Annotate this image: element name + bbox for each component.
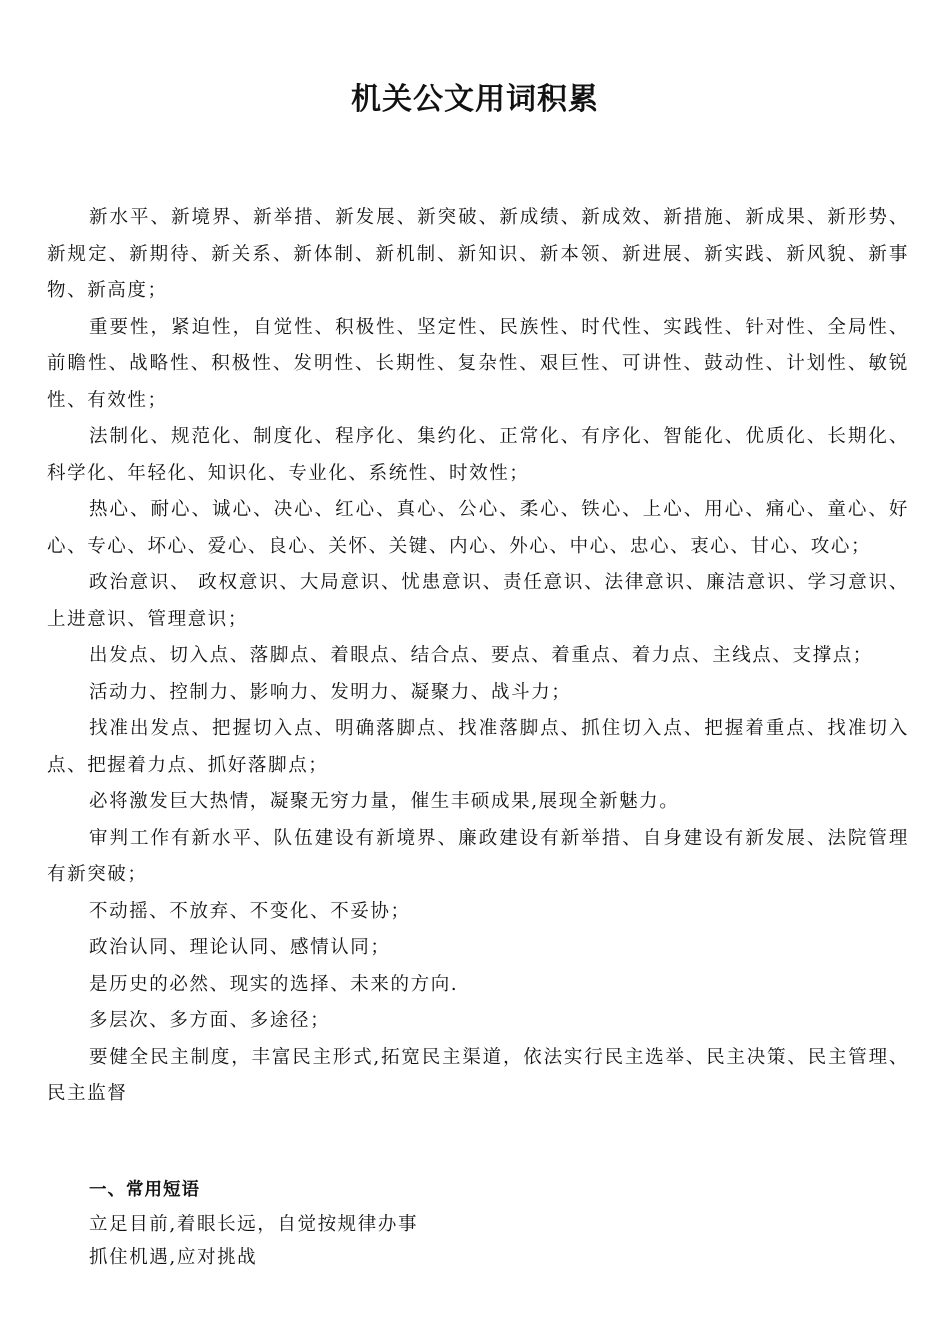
phrase-line: 抓住机遇,应对挑战 xyxy=(89,1247,258,1268)
phrase-line: 立足目前,着眼长远，自觉按规律办事 xyxy=(89,1214,419,1235)
paragraph-multi: 多层次、多方面、多途径； xyxy=(89,1010,331,1031)
paragraph-xin-terms: 热心、耐心、诚心、决心、红心、真心、公心、柔心、铁心、上心、用心、痛心、童心、好心、专心、坏心、爱心、良心、关怀、关键、内心、外心、中心、忠心、衷心、甘心、攻心； xyxy=(47,499,909,557)
document-title: 机关公文用词积累 xyxy=(351,82,599,117)
paragraph-properties: 重要性，紧迫性，自觉性、积极性、坚定性、民族性、时代性、实践性、针对性、全局性、前瞻性、战略性、积极性、发明性、长期性、复杂性、艰巨性、可讲性、鼓动性、计划性、敏锐性、有效性； xyxy=(47,316,909,411)
paragraph-forces: 活动力、控制力、影响力、发明力、凝聚力、战斗力； xyxy=(89,681,572,703)
section-common-phrases xyxy=(47,1172,909,1274)
paragraph-inspire: 必将激发巨大热情，凝聚无穷力量，催生丰硕成果,展现全新魅力。 xyxy=(89,791,680,812)
paragraph-identity: 政治认同、理论认同、感情认同； xyxy=(89,937,391,958)
paragraph-grasp-points: 找准出发点、把握切入点、明确落脚点、找准落脚点、抓住切入点、把握着重点、找准切入点、把握着力点、抓好落脚点； xyxy=(47,718,909,776)
paragraph-awareness: 政治意识、 政权意识、大局意识、忧患意识、责任意识、法律意识、廉洁意识、学习意识、上进意识、管理意识； xyxy=(47,572,909,630)
paragraph-points: 出发点、切入点、落脚点、着眼点、结合点、要点、着重点、着力点、主线点、支撑点； xyxy=(89,645,873,666)
paragraph-court-work: 审判工作有新水平、队伍建设有新境界、廉政建设有新举措、自身建设有新发展、法院管理有新突破； xyxy=(47,827,909,885)
paragraph-hua-terms: 法制化、规范化、制度化、程序化、集约化、正常化、有序化、智能化、优质化、长期化、科学化、年轻化、知识化、专业化、系统性、时效性； xyxy=(47,426,909,484)
paragraph-history: 是历史的必然、现实的选择、未来的方向. xyxy=(89,973,459,995)
section-heading: 一、常用短语 xyxy=(89,1180,200,1200)
paragraph-new-terms: 新水平、新境界、新举措、新发展、新突破、新成绩、新成效、新措施、新成果、新形势、新规定、新期待、新关系、新体制、新机制、新知识、新本领、新进展、新实践、新风貌、新事物、新高度； xyxy=(47,207,909,301)
paragraph-four-no: 不动摇、不放弃、不变化、不妥协； xyxy=(89,900,411,922)
document-body xyxy=(47,200,909,1113)
paragraph-democracy: 要健全民主制度，丰富民主形式,拓宽民主渠道，依法实行民主选举、民主决策、民主管理、民主监督 xyxy=(47,1046,909,1104)
